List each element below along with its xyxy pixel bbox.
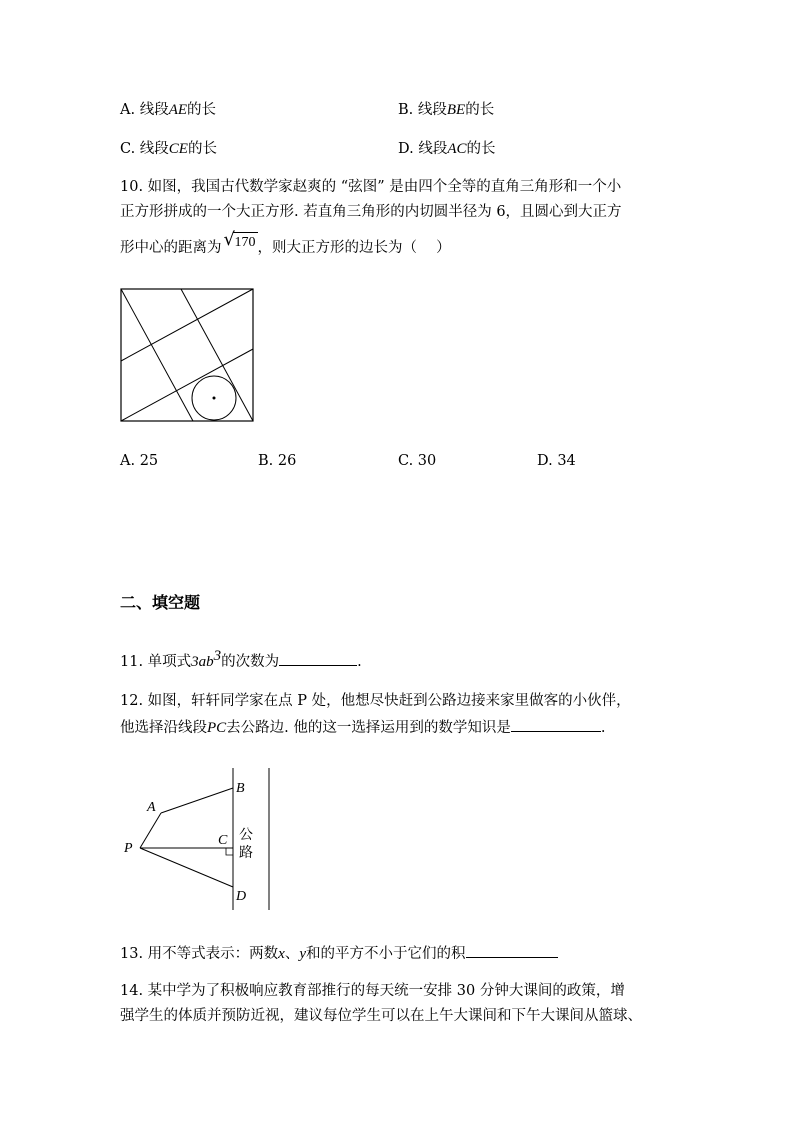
point-label-p: P — [124, 841, 133, 856]
q11-text: 11. 单项式$3ab^3$的次数为 . — [120, 648, 362, 670]
q10-figure-xian-diagram — [118, 286, 258, 426]
q13-text: 13. 用不等式表示：两数x、y和的平方不小于它们的积 — [120, 943, 558, 964]
section-heading: 二、填空题 — [120, 593, 201, 612]
sqrt-expression: √ 170 — [224, 238, 258, 259]
answer-blank[interactable] — [511, 717, 601, 732]
q12-text-line2: 他选择沿线段PC去公路边. 他的这一选择运用到的数学知识是 . — [120, 717, 606, 738]
q10-text-line1: 10. 如图，我国古代数学家赵爽的 “弦图” 是由四个全等的直角三角形和一个小 — [120, 179, 622, 195]
q12-text-line1: 12. 如图，轩轩同学家在点 P 处，他想尽快赶到公路边接来家里做客的小伙伴， — [120, 693, 631, 709]
road-label-top: 公 — [239, 827, 253, 843]
answer-blank[interactable] — [466, 943, 558, 958]
q10-option-b: B. 26 — [258, 453, 297, 469]
q10-text-line2: 正方形拼成的一个大正方形. 若直角三角形的内切圆半径为 6，且圆心到大正方 — [120, 204, 622, 220]
q10-option-a: A. 25 — [120, 453, 159, 469]
point-label-b: B — [236, 781, 245, 796]
point-label-c: C — [218, 833, 228, 848]
q14-text-line2: 强学生的体质并预防近视，建议每位学生可以在上午大课间和下午大课间从篮球、 — [120, 1008, 642, 1024]
q9-option-a: A. 线段AE的长 — [120, 102, 217, 118]
q9-option-d: D. 线段AC的长 — [398, 141, 496, 157]
q10-option-c: C. 30 — [398, 453, 437, 469]
q14-text-line1: 14. 某中学为了积极响应教育部推行的每天统一安排 30 分钟大课间的政策，增 — [120, 983, 625, 999]
q10-text-line3: 形中心的距离为 √ 170 ，则大正方形的边长为（ ） — [120, 238, 451, 259]
q9-option-c: C. 线段CE的长 — [120, 141, 217, 157]
q9-option-b: B. 线段BE的长 — [398, 102, 495, 118]
answer-blank[interactable] — [279, 651, 357, 666]
q12-figure-road-diagram — [118, 760, 278, 915]
q10-option-d: D. 34 — [537, 453, 576, 469]
road-label-bottom: 路 — [239, 845, 253, 861]
point-label-d: D — [236, 889, 247, 904]
point-label-a: A — [147, 800, 156, 815]
